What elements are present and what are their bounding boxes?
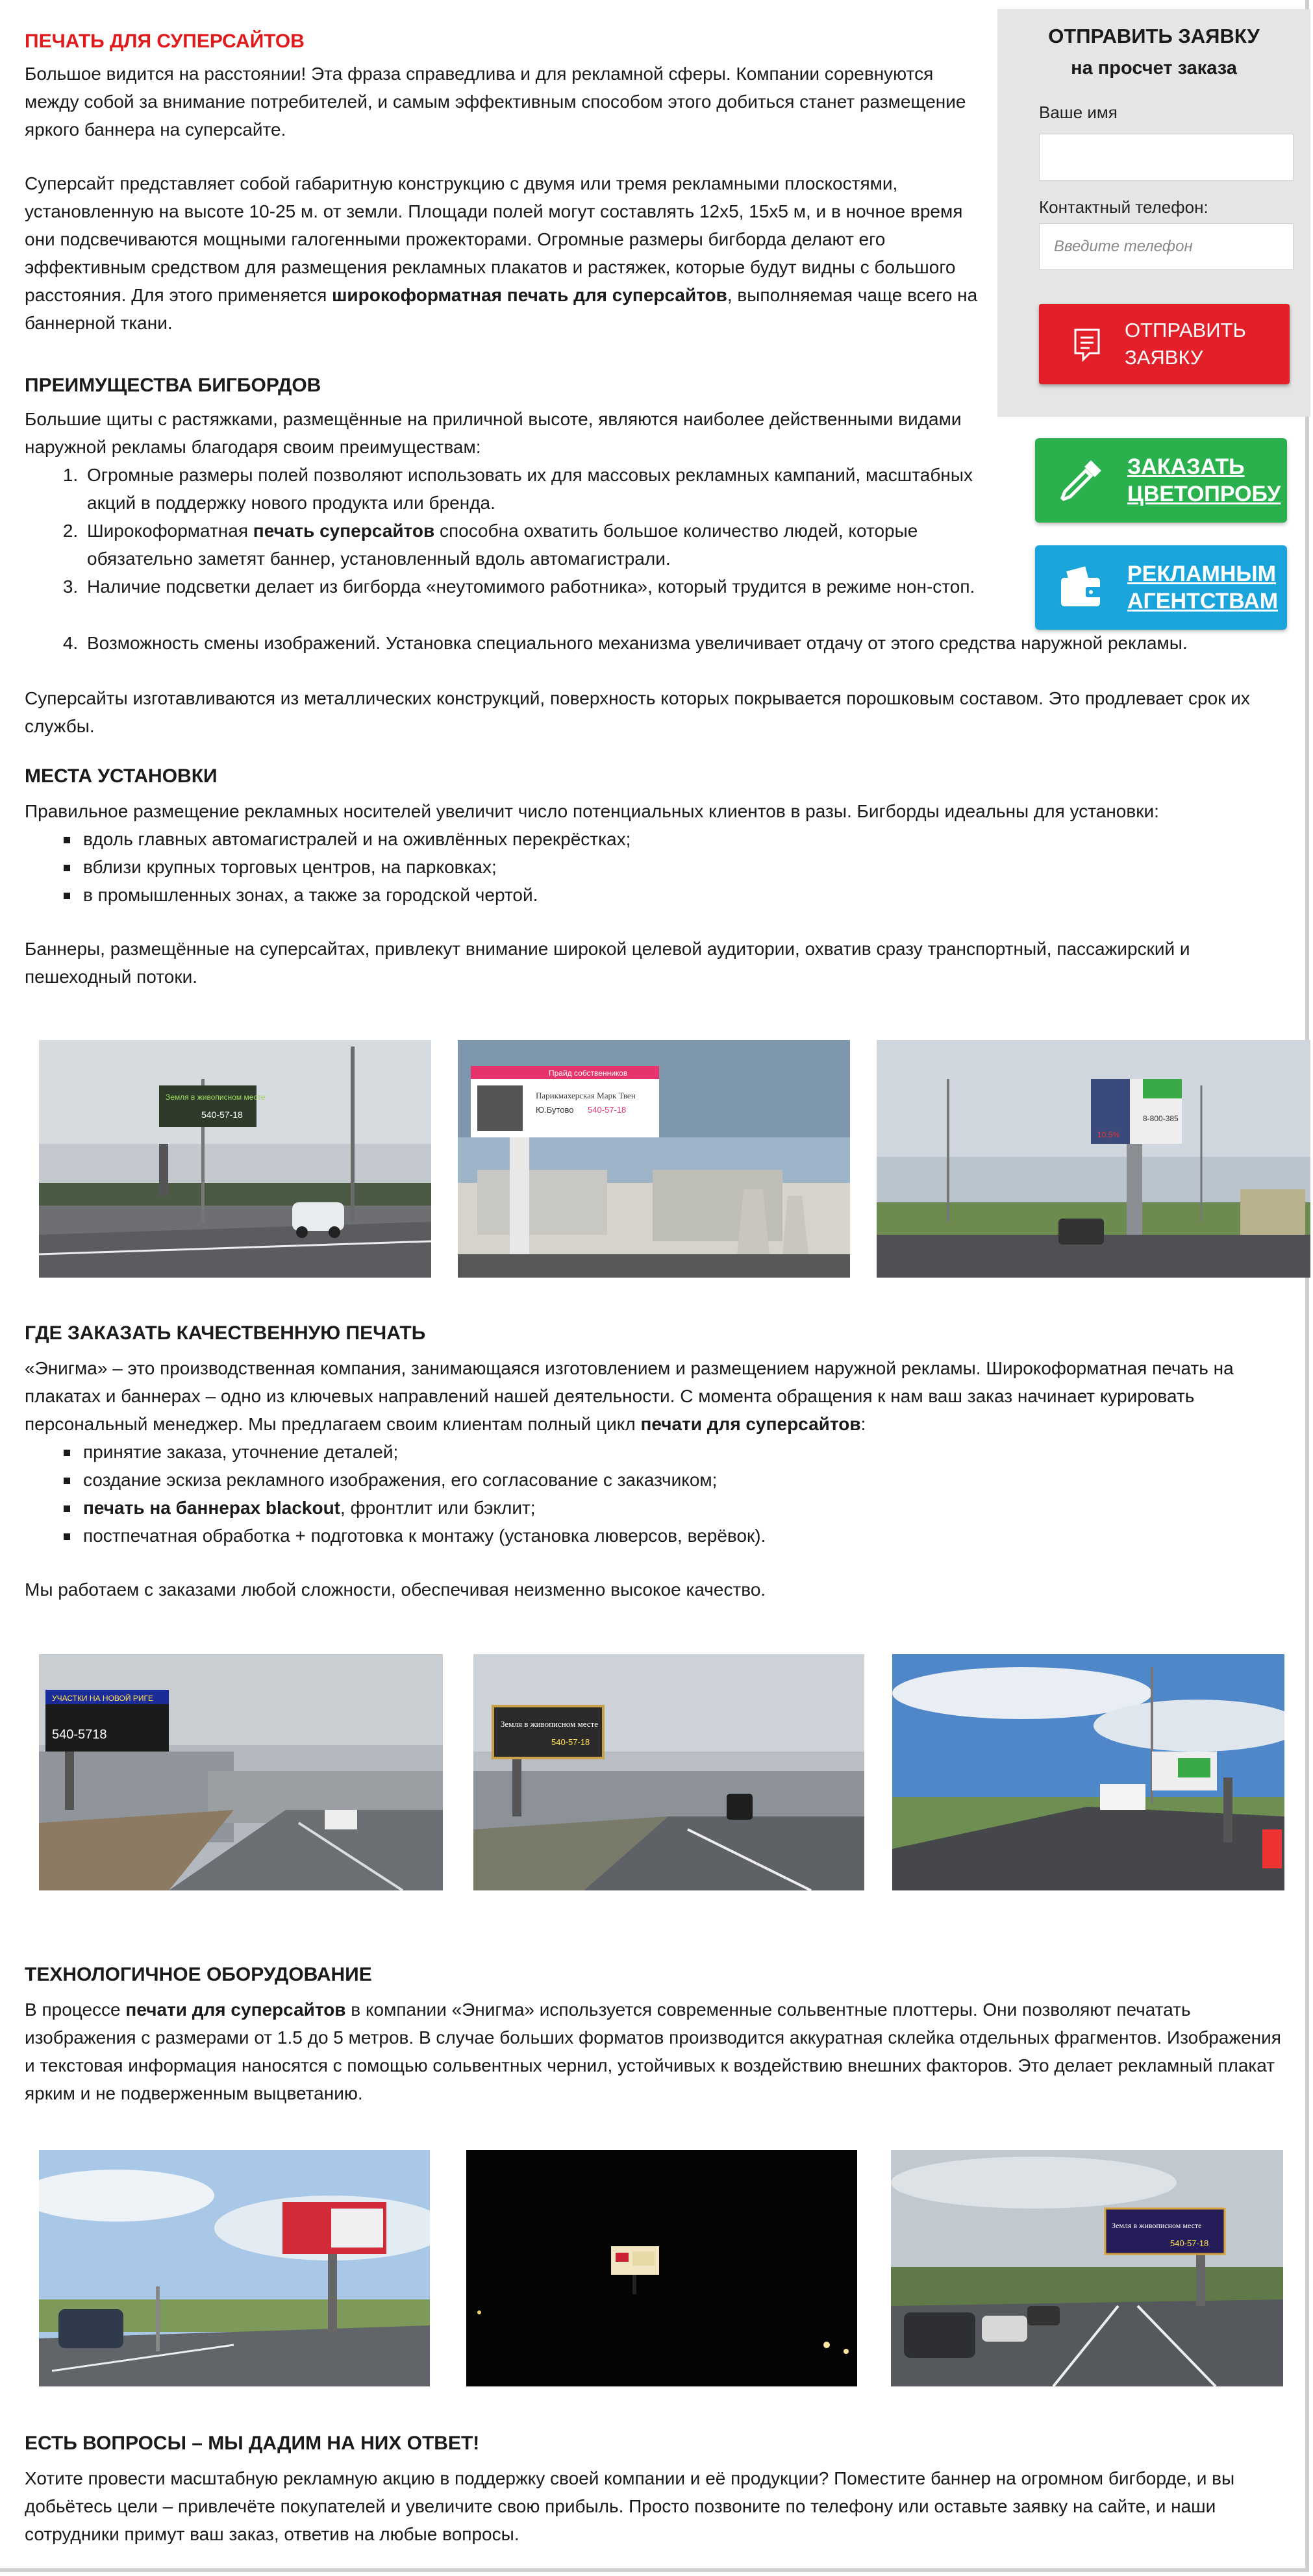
list-item-bold: печать на баннерах blackout: [83, 1498, 341, 1518]
advantages-list: [25, 461, 1018, 601]
photo1-billboard-phone: 540-57-18: [201, 1109, 243, 1120]
order-form: [997, 9, 1310, 417]
list-item: вблизи крупных торговых центров, на парковках;: [83, 853, 1291, 881]
section-questions: [25, 2431, 1291, 2548]
list-item: постпечатная обработка + подготовка к монтажу (установка люверсов, верёвок).: [83, 1522, 1291, 1550]
equipment-p-bold: печати для суперсайтов: [125, 2000, 346, 2020]
order-p-text: «Энигма» – это производственная компания, занимающаяся изготовлением и размещением наружной рекламы. Широкоформатная печать на плакатах и баннерах – одно из ключевых направлений нашей деятельности. С момента обращения к нам ваш заказ начинает курировать персональный менеджер. Мы предлагаем своим клиентам полный цикл: [25, 1358, 1234, 1434]
list-item: вдоль главных автомагистралей и на оживлённых перекрёстках;: [83, 825, 1291, 853]
list-item: создание эскиза рекламного изображения, его согласование с заказчиком;: [83, 1466, 1291, 1494]
phone-input[interactable]: [1039, 223, 1294, 270]
equipment-p-text: В процессе: [25, 2000, 126, 2020]
list-item-text: , фронтлит или бэклит;: [340, 1498, 536, 1518]
intro-p2-end: , выполняемая чаще всего на баннерной ткани.: [25, 285, 978, 333]
promo1-label: [1127, 453, 1281, 508]
list-item: [83, 517, 1018, 573]
billboard-photo-2: [458, 1040, 850, 1278]
order-paragraph: [25, 1354, 1291, 1438]
form-title: ОТПРАВИТЬ ЗАЯВКУ: [1048, 25, 1260, 47]
photo2-billboard-phone: 540-57-18: [588, 1105, 627, 1115]
list-item: в промышленных зонах, а также за городской чертой.: [83, 881, 1291, 909]
billboard-photo-7: [39, 2150, 430, 2386]
phone-label: Контактный телефон:: [1039, 197, 1208, 217]
questions-paragraph: Хотите провести масштабную рекламную акцию в поддержку своей компании и её продукции? Поместите баннер на огромном бигборде, и вы добьётесь цели – привлечёте покупателей и увеличите свою прибыль. Просто позвоните по телефону или оставьте заявку на сайте, и наши сотрудники примут ваш заказ, ответив на любые вопросы.: [25, 2468, 1235, 2544]
equipment-p-end: в компании «Энигма» используется современные сольвентные плоттеры. Они позволяют печатать изображения с размерами от 1.5 до 5 метров. В случае больших форматов производится аккуратная склейка отдельных фрагментов. Изображения и текстовая информация наносятся с помощью сольвентных чернил, устойчивых к воздействию внешних факторов. Это делает рекламный плакат ярким и не подверженным выцветанию.: [25, 2000, 1281, 2103]
billboard-photo-3: [877, 1040, 1310, 1278]
promo2-line2: АГЕНТСТВАМ: [1127, 589, 1279, 613]
list-item: 3. Наличие подсветки делает из бигборда «неутомимого работника», который трудится в режиме нон-стоп.: [83, 573, 1018, 601]
photo3-billboard-phone: 8-800-385: [1143, 1114, 1179, 1123]
name-input[interactable]: [1039, 134, 1294, 180]
advantages-title: ПРЕИМУЩЕСТВА БИГБОРДОВ: [25, 375, 321, 396]
billboard-photo-4: [39, 1654, 443, 1890]
equipment-paragraph: [25, 1996, 1291, 2107]
billboard-photo-1: [39, 1040, 431, 1278]
photo3-billboard-percent: 10,5%: [1097, 1130, 1120, 1139]
order-list: [25, 1438, 1291, 1550]
photo4-billboard-top: УЧАСТКИ НА НОВОЙ РИГЕ: [52, 1694, 153, 1703]
photo1-billboard-text: Земля в живописном месте: [166, 1093, 266, 1102]
intro-paragraph-1: Большое видится на расстоянии! Эта фраза справедлива и для рекламной сферы. Компании соревнуются между собой за внимание потребителей, и самым эффективным способом этого добиться станет размещение яркого баннера на суперсайте.: [25, 64, 966, 140]
list-item: 4. Возможность смены изображений. Установка специального механизма увеличивает отдачу от этого средства наружной рекламы.: [83, 629, 1313, 657]
photo9-billboard-text: Земля в живописном месте: [1112, 2221, 1202, 2230]
list-item-text: Широкоформатная: [87, 521, 253, 541]
photo2-billboard-top: Прайд собственников: [549, 1069, 628, 1078]
page-title: ПЕЧАТЬ ДЛЯ СУПЕРСАЙТОВ: [25, 31, 305, 52]
intro-p2-text: Суперсайт представляет собой габаритную конструкцию с двумя или тремя рекламными плоскостями, установленную на высоте 10-25 м. от земли. Площади полей могут составлять 12х5, 15х5 м, и в ночное время они подсвечиваются мощными галогенными прожекторами. Огромные размеры бигборда делают его эффективным средством для размещения рекламных плакатов и растяжек, которые будут видны с большого расстояния. Для этого применяется: [25, 173, 963, 305]
questions-title: ЕСТЬ ВОПРОСЫ – МЫ ДАДИМ НА НИХ ОТВЕТ!: [25, 2433, 480, 2454]
billboard-photo-8: [466, 2150, 857, 2386]
places-list: [25, 825, 1291, 909]
pipette-icon: [1052, 451, 1110, 510]
promo2-line1: РЕКЛАМНЫМ: [1127, 562, 1277, 586]
submit-label: [1125, 317, 1246, 371]
section-intro: [25, 29, 992, 337]
order-p-bold: печати для суперсайтов: [640, 1414, 861, 1434]
submit-label-line2: ЗАЯВКУ: [1125, 346, 1203, 369]
form-icon: [1068, 325, 1107, 364]
order-color-proof-button[interactable]: [1035, 438, 1287, 523]
equipment-title: ТЕХНОЛОГИЧНОЕ ОБОРУДОВАНИЕ: [25, 1964, 372, 1985]
order-outro: Мы работаем с заказами любой сложности, обеспечивая неизменно высокое качество.: [25, 1579, 766, 1600]
promo2-label: [1127, 560, 1278, 615]
list-item-bold: печать суперсайтов: [253, 521, 435, 541]
places-intro: Правильное размещение рекламных носителей увеличит число потенциальных клиентов в разы. Бигборды идеальны для установки:: [25, 801, 1159, 821]
photo4-billboard-phone: 540-5718: [52, 1728, 107, 1742]
billboard-photo-6: [892, 1654, 1284, 1890]
submit-button[interactable]: [1039, 304, 1290, 384]
section-equipment: [25, 1962, 1291, 2107]
order-title: ГДЕ ЗАКАЗАТЬ КАЧЕСТВЕННУЮ ПЕЧАТЬ: [25, 1322, 426, 1344]
promo1-line1: ЗАКАЗАТЬ: [1127, 454, 1245, 479]
submit-label-line1: ОТПРАВИТЬ: [1125, 319, 1246, 341]
list-item: [83, 1494, 1291, 1522]
section-places: [25, 763, 1291, 991]
photo5-billboard-phone: 540-57-18: [551, 1737, 590, 1747]
section-advantages: [25, 373, 999, 601]
list-item: 1. Огромные размеры полей позволяют использовать их для массовых рекламных кампаний, масштабных акций в поддержку нового продукта или бренда.: [83, 461, 1018, 517]
intro-p2-bold: широкоформатная печать для суперсайтов: [332, 285, 727, 305]
advantages-outro: Суперсайты изготавливаются из металлических конструкций, поверхность которых покрывается порошковым составом. Это продлевает срок их службы.: [25, 688, 1250, 736]
places-title: МЕСТА УСТАНОВКИ: [25, 765, 218, 787]
intro-paragraph-2: [25, 169, 992, 337]
name-label: Ваше имя: [1039, 103, 1118, 122]
billboard-photo-9: [891, 2150, 1283, 2386]
billboard-photo-5: [473, 1654, 864, 1890]
section-order: [25, 1320, 1291, 1604]
advantages-intro: Большие щиты с растяжками, размещённые на приличной высоте, являются наиболее действенными видами наружной рекламы благодаря своим преимуществам:: [25, 409, 962, 457]
wallet-icon: [1052, 558, 1110, 617]
photo2-billboard-addr: Ю.Бутово: [536, 1105, 574, 1115]
advantages-list-cont: [25, 629, 1313, 657]
list-item-text: способна охватить большое количество людей, которые обязательно заметят баннер, установленный вдоль автомагистрали.: [87, 521, 918, 569]
form-subtitle: на просчет заказа: [1071, 58, 1237, 79]
places-outro: Баннеры, размещённые на суперсайтах, привлекут внимание широкой целевой аудитории, охватив сразу транспортный, пассажирский и пешеходный потоки.: [25, 939, 1190, 987]
photo5-billboard-text: Земля в живописном месте: [501, 1719, 599, 1729]
agencies-button[interactable]: [1035, 545, 1287, 630]
photo9-billboard-phone: 540-57-18: [1170, 2238, 1209, 2248]
promo1-line2: ЦВЕТОПРОБУ: [1127, 482, 1281, 506]
order-p-end: :: [860, 1414, 866, 1434]
list-item: принятие заказа, уточнение деталей;: [83, 1438, 1291, 1466]
photo2-billboard-name: Парикмахерская Марк Твен: [536, 1091, 636, 1100]
